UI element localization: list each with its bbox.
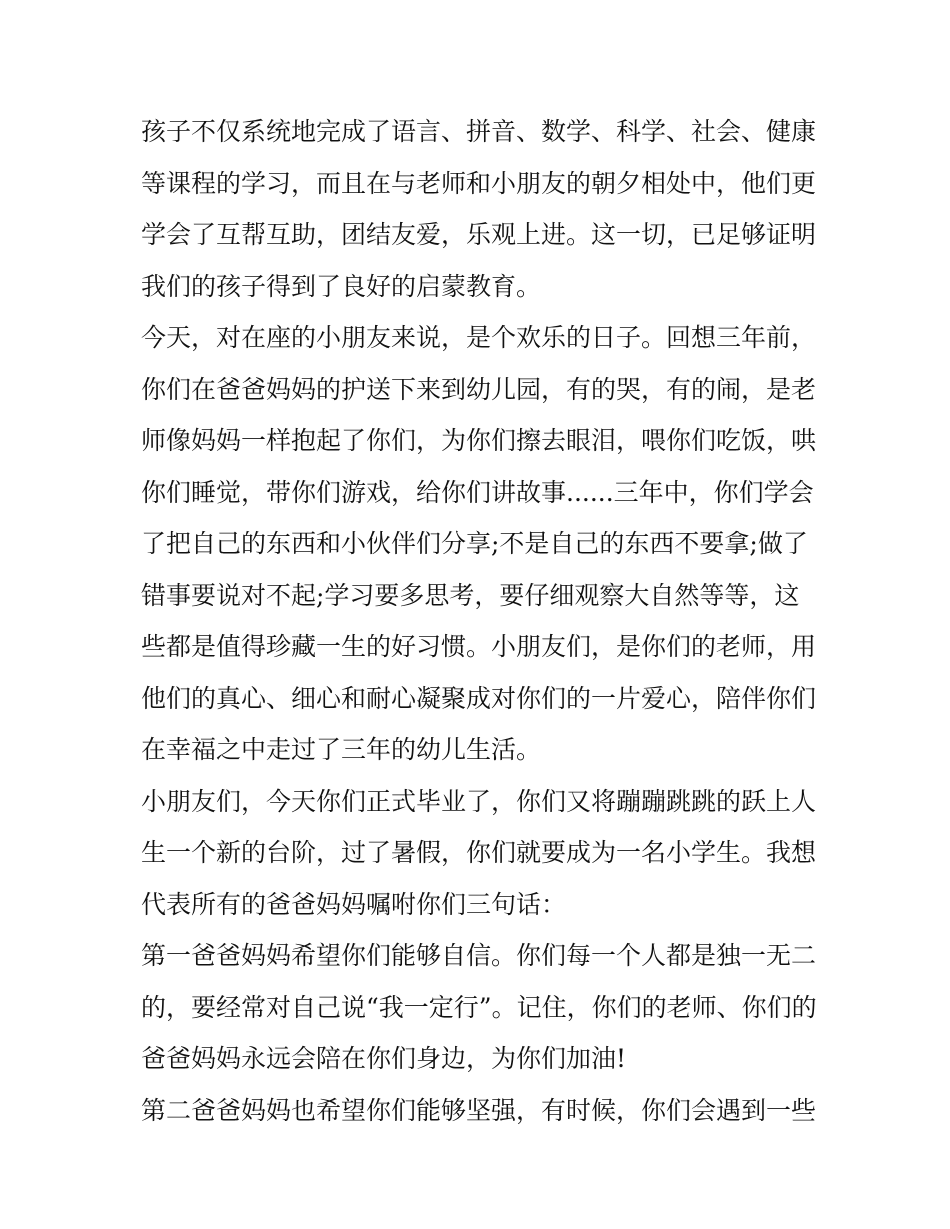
text-line: 我们的孩子得到了良好的启蒙教育。 (141, 271, 542, 301)
text-line: 小朋友们，今天你们正式毕业了，你们又将蹦蹦跳跳的跃上人 (141, 786, 817, 816)
text-line: 孩子不仅系统地完成了语言、拼音、数学、科学、社会、健康 (141, 117, 817, 146)
text-line: 你们在爸爸妈妈的护送下来到幼儿园，有的哭，有的闹，是老 (141, 374, 817, 404)
text-line: 他们的真心、细心和耐心凝聚成对你们的一片爱心，陪伴你们 (141, 683, 817, 713)
text-line: 学会了互帮互助，团结友爱，乐观上进。这一切，已足够证明 (141, 220, 817, 249)
text-line: 些都是值得珍藏一生的好习惯。小朋友们，是你们的老师，用 (141, 632, 817, 661)
text-line: 今天，对在座的小朋友来说，是个欢乐的日子。回想三年前， (141, 323, 817, 352)
text-line: 师像妈妈一样抱起了你们，为你们擦去眼泪，喂你们吃饭，哄 (141, 426, 817, 455)
text-line: 爸爸妈妈永远会陪在你们身边，为你们加油! (141, 1044, 627, 1073)
text-line: 生一个新的台阶，过了暑假，你们就要成为一名小学生。我想 (141, 838, 817, 867)
text-line: 你们睡觉，带你们游戏，给你们讲故事......三年中，你们学会 (141, 477, 814, 507)
text-line: 等课程的学习，而且在与老师和小朋友的朝夕相处中，他们更 (141, 168, 817, 198)
text-line: 代表所有的爸爸妈妈嘱咐你们三句话： (141, 889, 567, 919)
text-line: 在幸福之中走过了三年的幼儿生活。 (141, 735, 542, 764)
text-line: 第一爸爸妈妈希望你们能够自信。你们每一个人都是独一无二 (141, 941, 817, 970)
text-line: 错事要说对不起;学习要多思考，要仔细观察大自然等等，这 (141, 580, 800, 610)
body-text (141, 106, 821, 1136)
text-line: 的，要经常对自己说“我一定行”。记住，你们的老师、你们的 (141, 992, 817, 1022)
text-line: 了把自己的东西和小伙伴们分享;不是自己的东西不要拿;做了 (141, 529, 808, 558)
text-line: 第二爸爸妈妈也希望你们能够坚强，有时候，你们会遇到一些 (141, 1095, 817, 1125)
